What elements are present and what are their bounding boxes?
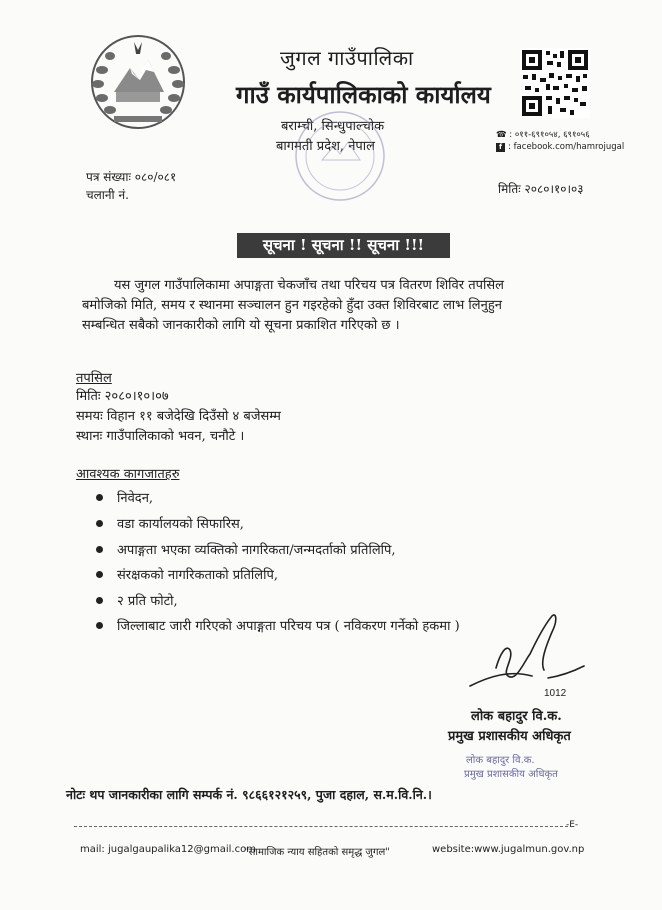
dispatch-number: चलानी नं. [86, 188, 129, 202]
office-name: गाउँ कार्यपालिकाको कार्यालय [236, 80, 491, 109]
bullet-icon [96, 546, 103, 553]
document-item: वडा कार्यालयको सिफारिस, [96, 514, 244, 532]
nepal-emblem-icon [84, 30, 192, 134]
footer-divider [74, 826, 568, 827]
address-line1: बराम्ची, सिन्धुपाल्चोक [281, 119, 385, 134]
footer-website: website:www.jugalmun.gov.np [432, 844, 585, 855]
body-line: सम्बन्धित सबैको जानकारीको लागि यो सूचना प्रकाशित गरिएको छ । [82, 318, 400, 333]
document-item: संरक्षकको नागरिकताको प्रतिलिपि, [96, 565, 278, 583]
qr-code-icon [520, 48, 590, 118]
seal-name: लोक बहादुर वि.क. [466, 755, 535, 766]
body-line: यस जुगल गाउँपालिकामा अपाङ्गता चेकजाँच तथा परिचय पत्र वितरण शिविर तपसिल [114, 278, 504, 293]
body-line: बमोजिको मिति, समय र स्थानमा सञ्चालन हुन गइरहेको हुँदा उक्त शिविरबाट लाभ लिनुहुन [82, 298, 502, 313]
facebook-contact [496, 142, 624, 152]
bullet-icon [96, 571, 103, 578]
contact-note: नोटः थप जानकारीका लागि सम्पर्क नं. ९८६६१२१२५९, पुजा दहाल, स.म.वि.नि.। [66, 787, 432, 802]
bullet-icon [96, 520, 103, 527]
date-label: मितिः [498, 182, 521, 196]
facebook-icon: f [496, 143, 505, 152]
details-place: स्थानः गाउँपालिकाको भवन, चनौटे । [76, 429, 245, 444]
details-time: समयः विहान ११ बजेदेखि दिउँसो ४ बजेसम्म [76, 409, 281, 424]
notice-body [82, 276, 560, 336]
document-item: २ प्रति फोटो, [96, 591, 178, 609]
official-stamp-icon [292, 108, 388, 204]
svg-text:1012: 1012 [544, 688, 567, 699]
phone-contact: ☎ : ०११-६९१०५४, ६९१०५६ [496, 130, 590, 140]
signatory-designation: प्रमुख प्रशासकीय अधिकृत [448, 729, 571, 744]
facebook-url: : facebook.com/hamrojugal [508, 142, 625, 152]
details-date: मितिः २०८०।१०।०७ [76, 389, 169, 404]
details-heading: तपसिल [76, 371, 112, 386]
signatory-name: लोक बहादुर वि.क. [471, 709, 562, 724]
signature-icon [460, 606, 590, 702]
bullet-icon [96, 597, 103, 604]
notice-banner: सूचना ! सूचना !! सूचना !!! [237, 233, 450, 258]
municipality-name: जुगल गाउँपालिका [280, 46, 414, 70]
footer-slogan: "सामाजिक न्याय सहितको समृद्ध जुगल" [244, 847, 390, 858]
bullet-icon [96, 622, 103, 629]
document-item: निवेदन, [96, 488, 153, 506]
reference-label: पत्र संख्याः [86, 170, 131, 184]
documents-heading: आवश्यक कागजातहरु [76, 467, 180, 482]
document-item: अपाङ्गता भएका व्यक्तिको नागरिकता/जन्मदर्ताको प्रतिलिपि, [96, 540, 396, 558]
footer-email: mail: jugalgaupalika12@gmail.com [80, 844, 256, 855]
bullet-icon [96, 494, 103, 501]
document-item: जिल्लाबाट जारी गरिएको अपाङ्गता परिचय पत्र ( नविकरण गर्नेको हकमा ) [96, 616, 460, 634]
letter-date [498, 180, 584, 197]
reference-number [86, 168, 176, 185]
seal-title: प्रमुख प्रशासकीय अधिकृत [464, 769, 558, 780]
date-value: २०८०।१०।०३ [524, 182, 584, 196]
address-line2: बागमती प्रदेश, नेपाल [276, 139, 375, 154]
reference-value: ०८०/०८१ [134, 170, 177, 184]
footer-end-mark: -E- [566, 820, 579, 830]
